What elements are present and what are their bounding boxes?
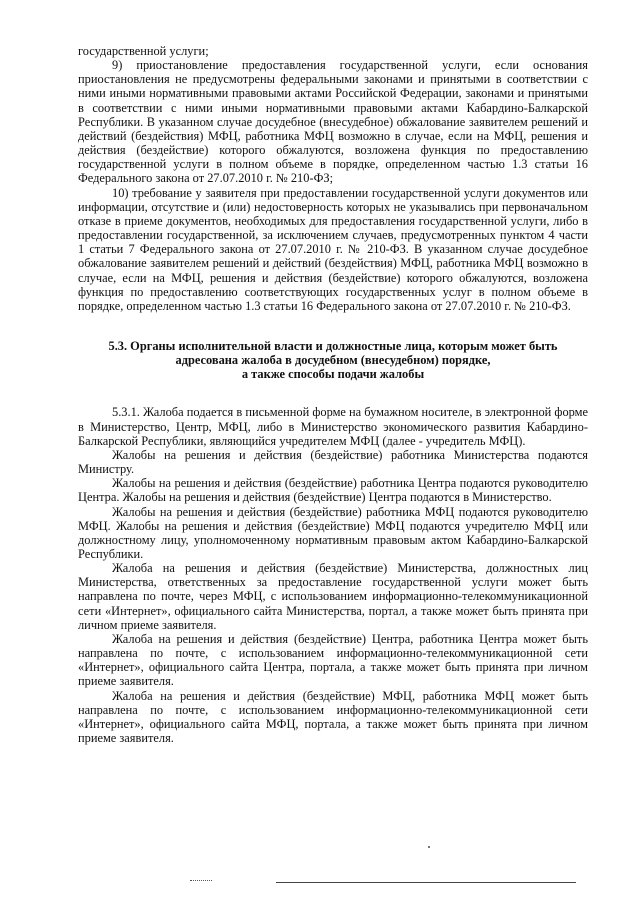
section-title-line-2: адресована жалоба в досудебном (внесудебном) порядке, [175, 353, 491, 368]
section-title-line-3: а также способы подачи жалобы [241, 367, 425, 382]
scan-mark [428, 846, 430, 848]
item-10: 10) требование у заявителя при предоставлении государственной услуги документов или информации, отсутствие и (или) недостоверность которых не указывались при первоначальном отказе в приеме документов, необходимых для предоставления государственной услуги, либо в предоставлении государственной, за исключением случаев, предусмотренных пунктом 4 части 1 статьи 7 Федерального закона от 27.07.2010 г. № 210-ФЗ. В указанном случае досудебное обжалование заявителем решений и действий (бездействия) МФЦ, работника МФЦ возможно в случае, если на МФЦ, решения и действия (бездействие) которого обжалуются, возложена функция по предоставлению соответствующих государственных услуг в полном объеме в порядке, определенном частью 1.3 статьи 16 Федерального закона от 27.07.2010 г. № 210-ФЗ. [78, 185, 588, 313]
paragraph-center: Жалобы на решения и действия (бездействие) работника Центра подаются руководителю Центра. Жалобы на решения и действия (бездействие) Центра подаются в Министерство. [78, 476, 588, 505]
section-title-line-1: 5.3. Органы исполнительной власти и должностные лица, которым может быть [108, 338, 558, 353]
paragraph-mfc-ways: Жалоба на решения и действия (бездействие) МФЦ, работника МФЦ может быть направлена по почте, с использованием информационно-телекоммуникационной сети «Интернет», официального сайта МФЦ, портала, а также может быть принята при личном приеме заявителя. [78, 688, 588, 746]
continuation-text: государственной услуги; [78, 44, 209, 58]
paragraph-5-3-1: 5.3.1. Жалоба подается в письменной форме на бумажном носителе, в электронной форме в Министерство, Центр, МФЦ, либо в Министерство экономического развития Кабардино-Балкарской Республики, являющийся учредителем МФЦ (далее - учредитель МФЦ). [78, 405, 588, 448]
section-title [78, 339, 588, 381]
paragraph-center-ways: Жалоба на решения и действия (бездействие) Центра, работника Центра может быть направлена по почте, с использованием информационно-телекоммуникационной сети «Интернет», официального сайта Центра, портала, а также может быть принята при личном приеме заявителя. [78, 631, 588, 689]
item-9: 9) приостановление предоставления государственной услуги, если основания приостановления не предусмотрены федеральными законами и принятыми в соответствии с ними иными нормативными правовыми актами Российской Федерации, законами и принятыми в соответствии с ними иными нормативными правовыми актами Кабардино-Балкарской Республики. В указанном случае досудебное (внесудебное) обжалование заявителем решений и действий (бездействия) МФЦ, работника МФЦ возможно в случае, если на МФЦ, решения и действия (бездействие) которого обжалуются, возложена функция по предоставлению государственной услуги в полном объеме в порядке, определенном частью 1.3 статьи 16 Федерального закона от 27.07.2010 г. № 210-ФЗ; [78, 58, 588, 186]
paragraph-mfc: Жалобы на решения и действия (бездействие) работника МФЦ подаются руководителю МФЦ. Жалобы на решения и действия (бездействие) МФЦ подаются учредителю МФЦ или должностному лицу, уполномоченному нормативным правовым актом Кабардино-Балкарской Республики. [78, 504, 588, 561]
scan-dots [190, 880, 212, 883]
document-body [78, 44, 588, 745]
paragraph-ministry: Жалобы на решения и действия (бездействие) работника Министерства подаются Министру. [78, 447, 588, 477]
bottom-rule [276, 882, 576, 883]
paragraph-ministry-ways: Жалоба на решения и действия (бездействие) Министерства, должностных лиц Министерства, ответственных за предоставление государственной услуги может быть направлена по почте, через МФЦ, с использованием информационно-телекоммуникационной сети «Интернет», официального сайта Министерства, портал, а также может быть принята при личном приеме заявителя. [78, 561, 588, 632]
